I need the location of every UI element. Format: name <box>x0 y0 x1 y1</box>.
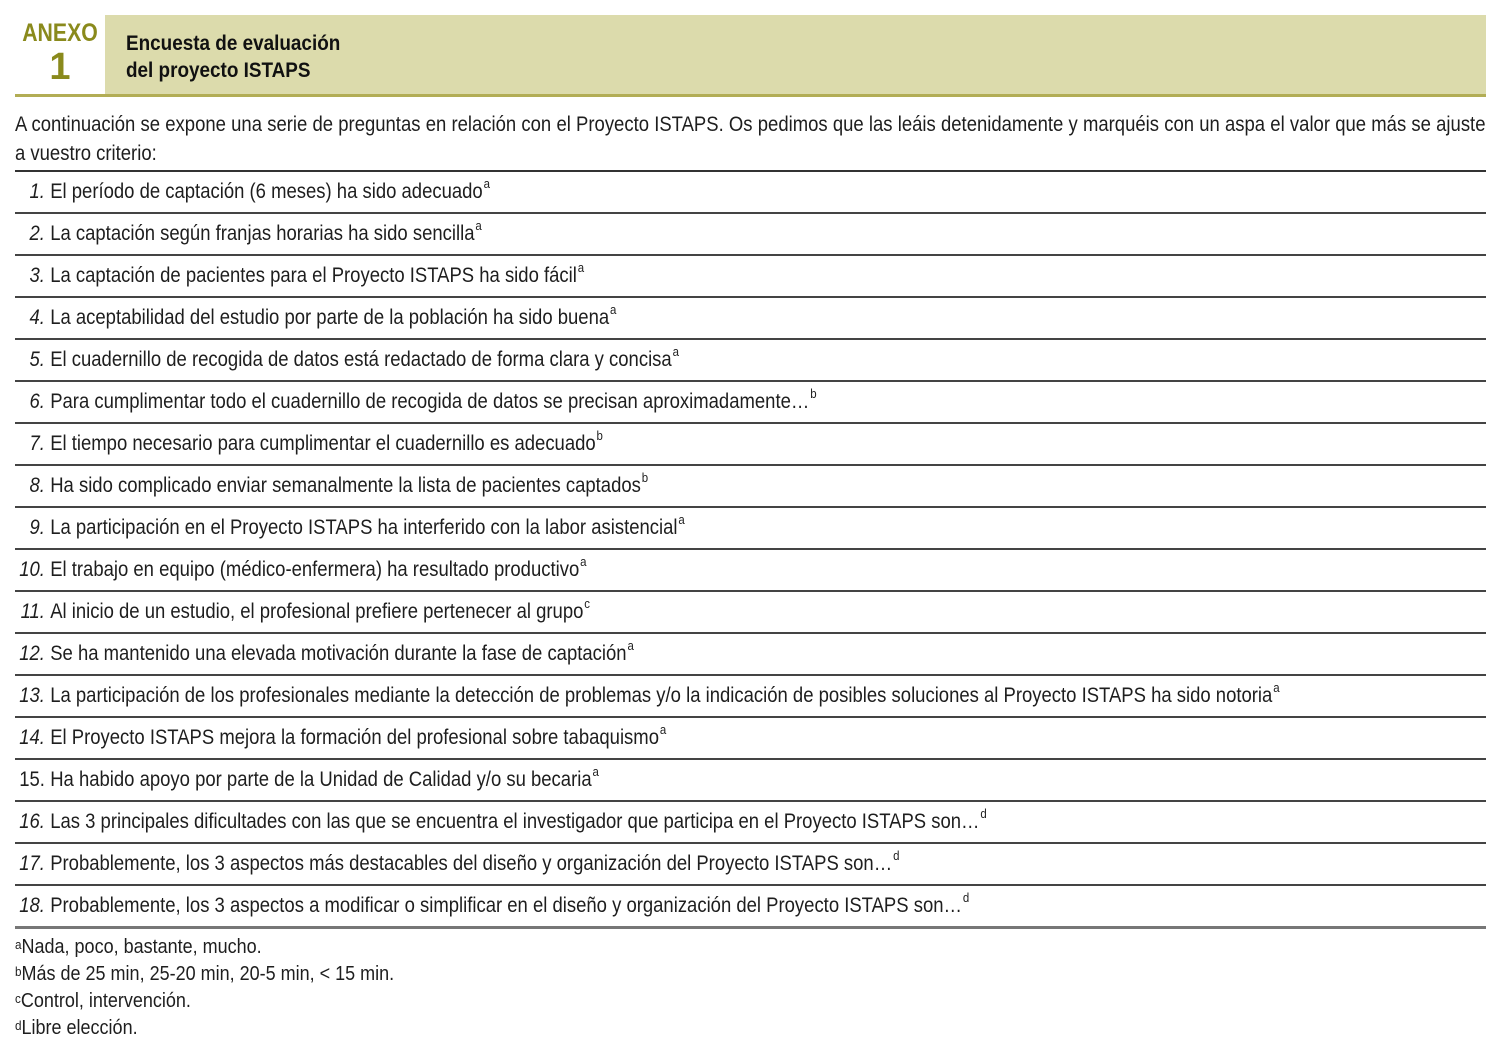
question-footnote-mark: a <box>678 512 685 527</box>
question-text: Ha habido apoyo por parte de la Unidad de Calidad y/o su becaria <box>50 768 592 791</box>
question-number: 16. <box>19 810 45 833</box>
question-item <box>15 382 1486 424</box>
question-list <box>15 170 1486 929</box>
footnote-text: Libre elección. <box>21 1017 138 1039</box>
question-number: 13. <box>19 684 45 707</box>
question-item <box>15 802 1486 844</box>
footnote-mark: c <box>15 991 21 1006</box>
question-footnote-mark: a <box>475 218 482 233</box>
question-item <box>15 172 1486 214</box>
question-text: El tiempo necesario para cumplimentar el cuadernillo es adecuado <box>50 432 596 455</box>
footnote-mark: a <box>15 937 22 952</box>
question-item <box>15 550 1486 592</box>
question-item <box>15 718 1486 760</box>
question-item <box>15 466 1486 508</box>
question-number: 2. <box>29 222 45 245</box>
question-footnote-mark: d <box>980 806 987 821</box>
question-number: 10. <box>19 558 45 581</box>
question-footnote-mark: a <box>577 260 585 275</box>
annex-badge <box>15 15 105 94</box>
question-footnote-mark: a <box>610 302 617 317</box>
question-footnote-mark: d <box>962 890 970 905</box>
question-item <box>15 634 1486 676</box>
question-number: 12. <box>19 642 45 665</box>
footnote <box>15 934 915 961</box>
question-text: La participación de los profesionales mediante la detección de problemas y/o la indicación de posibles soluciones al Proyecto ISTAPS ha sido notoria <box>50 684 1273 707</box>
footnote-text: Control, intervención. <box>20 990 191 1012</box>
title-box <box>105 15 1486 94</box>
question-item <box>15 508 1486 550</box>
question-footnote-mark: a <box>592 764 599 779</box>
question-item <box>15 676 1486 718</box>
question-text: El período de captación (6 meses) ha sido adecuado <box>50 180 483 203</box>
question-footnote-mark: b <box>641 470 649 485</box>
question-text: Se ha mantenido una elevada motivación durante la fase de captación <box>50 642 627 665</box>
question-item <box>15 760 1486 802</box>
annex-header <box>15 15 1486 97</box>
question-text: Probablemente, los 3 aspectos más destacables del diseño y organización del Proyecto ISTAPS son… <box>50 852 893 875</box>
question-footnote-mark: d <box>893 848 900 863</box>
question-footnote-mark: c <box>584 596 590 611</box>
question-footnote-mark: a <box>659 722 667 737</box>
footnote-mark: d <box>15 1018 22 1033</box>
question-number: 18. <box>19 894 45 917</box>
question-text: La captación según franjas horarias ha sido sencilla <box>50 222 475 245</box>
question-text: El cuadernillo de recogida de datos está redactado de forma clara y concisa <box>50 348 672 371</box>
question-footnote-mark: a <box>483 176 490 191</box>
annex-number: 1 <box>49 46 71 88</box>
question-footnote-mark: b <box>810 386 817 401</box>
page-title-line-2: del proyecto ISTAPS <box>126 59 311 82</box>
question-text: La participación en el Proyecto ISTAPS ha interferido con la labor asistencial <box>50 516 678 539</box>
question-number: 15. <box>19 768 45 791</box>
question-footnote-mark: a <box>672 344 679 359</box>
footnote <box>15 961 915 988</box>
question-number: 5. <box>29 348 45 371</box>
question-text: Para cumplimentar todo el cuadernillo de recogida de datos se precisan aproximadamente… <box>50 390 810 413</box>
question-item <box>15 256 1486 298</box>
question-text: Ha sido complicado enviar semanalmente la lista de pacientes captados <box>50 474 641 497</box>
footnote <box>15 988 915 1015</box>
question-text: La captación de pacientes para el Proyecto ISTAPS ha sido fácil <box>50 264 577 287</box>
question-item <box>15 886 1486 926</box>
question-text: La aceptabilidad del estudio por parte de la población ha sido buena <box>50 306 610 329</box>
intro-text: A continuación se expone una serie de preguntas en relación con el Proyecto ISTAPS. Os pedimos que las leáis detenidamente y marquéis con un aspa el valor que más se ajuste a vuestro criterio: <box>15 113 1486 165</box>
question-item <box>15 592 1486 634</box>
page-title-line-1: Encuesta de evaluación <box>126 32 341 55</box>
footnote-text: Más de 25 min, 25-20 min, 20-5 min, < 15 min. <box>21 963 395 985</box>
question-number: 7. <box>29 432 45 455</box>
intro-paragraph <box>15 110 1486 168</box>
question-footnote-mark: a <box>627 638 634 653</box>
question-item <box>15 844 1486 886</box>
question-footnote-mark: a <box>580 554 587 569</box>
question-text: El Proyecto ISTAPS mejora la formación del profesional sobre tabaquismo <box>50 726 659 749</box>
footnote-text: Nada, poco, bastante, mucho. <box>21 936 262 958</box>
question-text: Al inicio de un estudio, el profesional prefiere pertenecer al grupo <box>50 600 584 623</box>
question-number: 9. <box>29 516 45 539</box>
question-item <box>15 298 1486 340</box>
question-number: 14. <box>19 726 45 749</box>
footnote <box>15 1015 915 1042</box>
question-number: 4. <box>29 306 45 329</box>
question-footnote-mark: a <box>1273 680 1280 695</box>
question-number: 8. <box>29 474 45 497</box>
question-item <box>15 340 1486 382</box>
footnote-mark: b <box>15 964 22 979</box>
question-number: 11. <box>20 600 45 623</box>
question-number: 3. <box>29 264 45 287</box>
question-text: Probablemente, los 3 aspectos a modificar o simplificar en el diseño y organización del Proyecto ISTAPS son… <box>50 894 963 917</box>
question-text: El trabajo en equipo (médico-enfermera) ha resultado productivo <box>50 558 580 581</box>
annex-label: ANEXO <box>22 19 98 47</box>
footnotes <box>15 934 1015 1042</box>
question-number: 6. <box>29 390 45 413</box>
question-item <box>15 214 1486 256</box>
question-text: Las 3 principales dificultades con las que se encuentra el investigador que participa en el Proyecto ISTAPS son… <box>50 810 980 833</box>
question-number: 17. <box>19 852 45 875</box>
question-footnote-mark: b <box>596 428 603 443</box>
question-item <box>15 424 1486 466</box>
question-number: 1. <box>29 180 45 203</box>
